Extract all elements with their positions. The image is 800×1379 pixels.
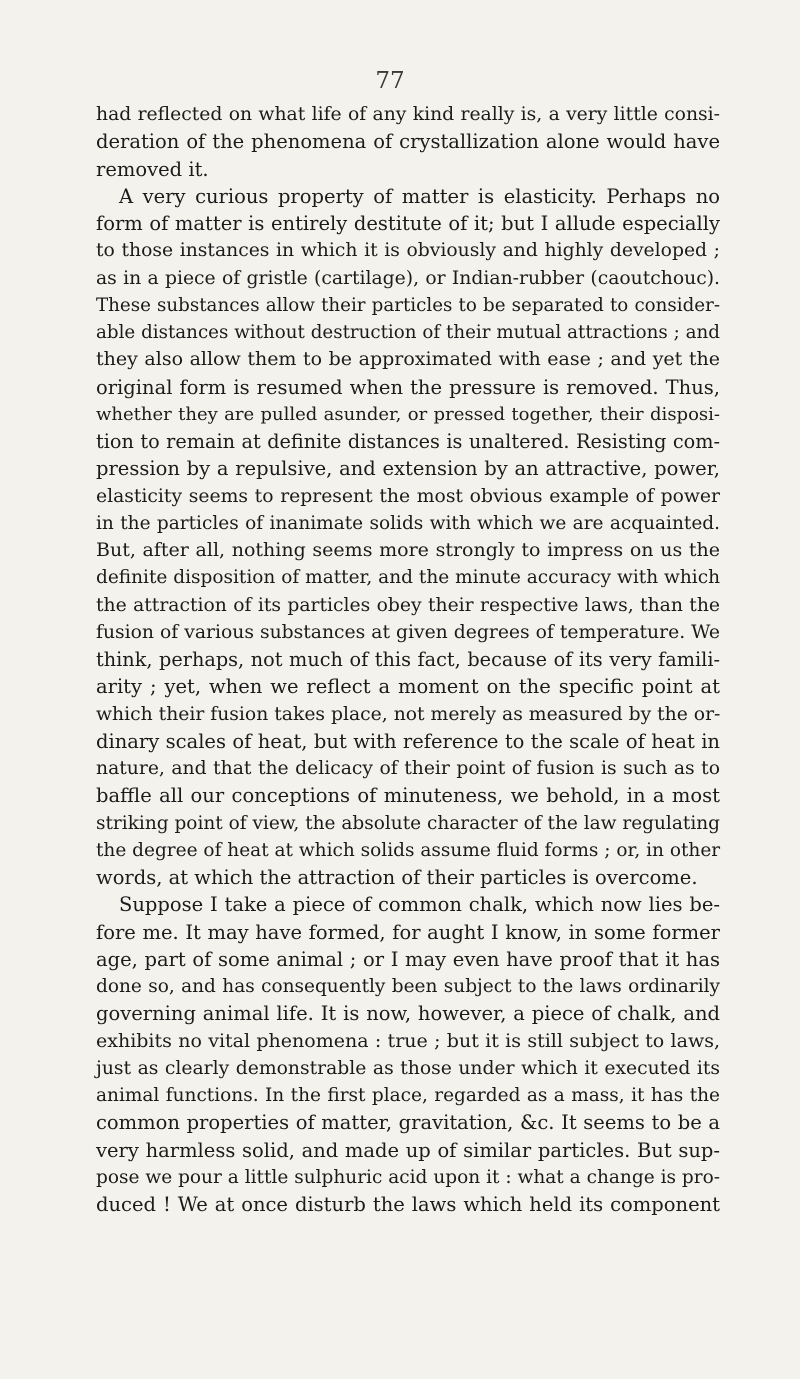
text-line: deration of the phenomena of crystallization alone would have [96,130,720,154]
text-line: duced ! We at once disturb the laws which held its component [96,1193,720,1216]
text-line: These substances allow their particles to be separated to consider- [96,294,720,316]
text-line: animal functions. In the first place, regarded as a mass, it has the [96,1085,720,1106]
text-line: elasticity seems to represent the most obvious example of power [96,485,720,507]
text-line: common properties of matter, gravitation, &c. It seems to be a [96,1111,720,1135]
text-line: But, after all, nothing seems more strongly to impress on us the [96,539,720,561]
text-line: words, at which the attraction of their particles is overcome. [96,866,698,889]
text-line: had reflected on what life of any kind really is, a very little consi- [96,104,720,125]
text-line: think, perhaps, not much of this fact, because of its very famili- [96,648,720,671]
text-line: dinary scales of heat, but with reference to the scale of heat in [96,729,720,753]
text-line: governing animal life. It is now, however, a piece of chalk, and [96,1002,720,1026]
text-line: baffle all our conceptions of minuteness, we behold, in a most [96,784,720,808]
text-line: which their fusion takes place, not merely as measured by the or- [96,703,721,725]
text-line: able distances without destruction of their mutual attractions ; and [96,322,720,343]
text-line: A very curious property of matter is elasticity. Perhaps no [119,184,720,208]
text-line: removed it. [96,157,209,181]
text-line: the attraction of its particles obey their respective laws, than the [96,594,720,616]
text-line: in the particles of inanimate solids with which we are acquainted. [96,512,720,534]
body-text [96,101,720,1218]
text-line: original form is resumed when the pressure is removed. Thus, [96,375,720,399]
text-line: pression by a repulsive, and extension by an attractive, power, [96,457,720,481]
text-line: tion to remain at definite distances is unaltered. Resisting com- [96,430,720,453]
text-line: Suppose I take a piece of common chalk, which now lies be- [119,893,720,917]
text-line: nature, and that the delicacy of their point of fusion is such as to [96,758,720,779]
text-line: very harmless solid, and made up of similar particles. But sup- [96,1138,720,1162]
text-line: done so, and has consequently been subject to the laws ordinarily [96,976,720,997]
text-line: the degree of heat at which solids assume fluid forms ; or, in other [96,839,721,861]
text-line: arity ; yet, when we reflect a moment on the specific point at [96,675,720,699]
text-line: to those instances in which it is obviously and highly developed ; [96,240,720,262]
text-line: definite disposition of matter, and the minute accuracy with which [96,567,720,589]
page-number: 77 [375,68,405,94]
text-line: pose we pour a little sulphuric acid upon it : what a change is pro- [96,1166,720,1188]
text-line: striking point of view, the absolute character of the law regulating [96,812,720,834]
text-line: whether they are pulled asunder, or pressed together, their disposi- [96,403,720,425]
text-line: just as clearly demonstrable as those under which it executed its [96,1057,720,1079]
text-line: fore me. It may have formed, for aught I know, in some former [96,920,720,944]
text-line: form of matter is entirely destitute of it; but I allude especially [96,212,720,235]
text-line: age, part of some animal ; or I may even have proof that it has [96,947,720,971]
text-line: they also allow them to be approximated with ease ; and yet the [96,348,720,371]
text-line: exhibits no vital phenomena : true ; but it is still subject to laws, [96,1029,720,1052]
text-line: fusion of various substances at given degrees of temperature. We [96,621,720,643]
text-line: as in a piece of gristle (cartilage), or Indian-rubber (caoutchouc). [96,267,720,289]
